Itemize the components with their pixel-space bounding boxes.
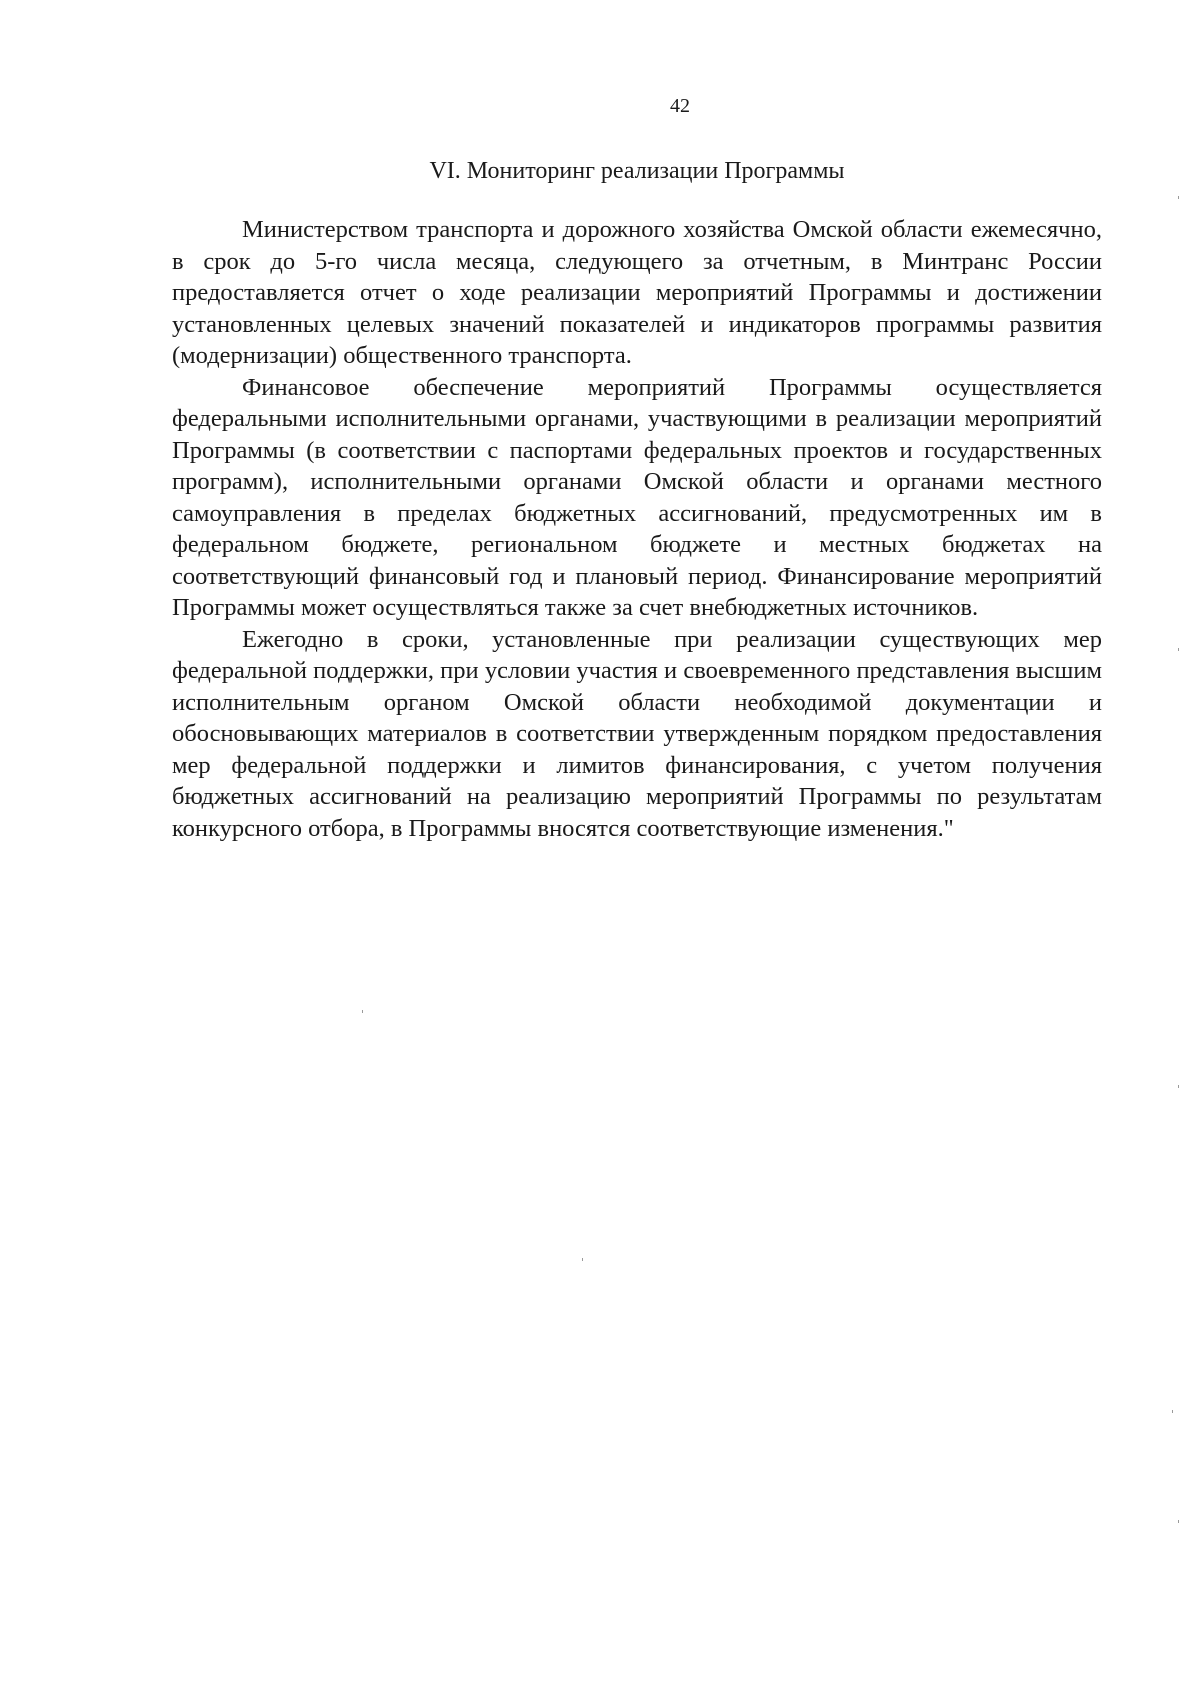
paragraph-financing: Финансовое обеспечение мероприятий Программы осуществляется федеральными исполнительными органами, участвующими в реализации мероприятий Программы (в соответствии с паспортами федеральных проектов и государственных программ), исполнительными органами Омской области и органами местного самоуправления в пределах бюджетных ассигнований, предусмотренных им в федеральном бюджете, региональном бюджете и местных бюджетах на соответствующий финансовый год и плановый период. Финансирование мероприятий Программы может осуществляться также за счет внебюджетных источников. [172,373,1102,621]
scan-artifact [582,1258,583,1261]
scan-artifact [1178,1085,1179,1088]
scan-artifact [1172,1410,1173,1413]
scan-artifact [1178,1520,1179,1523]
section-title: VI. Мониторинг реализации Программы [429,158,845,184]
body-text [172,214,1102,844]
paragraph-monitoring-report: Министерством транспорта и дорожного хозяйства Омской области ежемесячно, в срок до 5-го числа месяца, следующего за отчетным, в Минтранс России предоставляется отчет о ходе реализации мероприятий Программы и достижении установленных целевых значений показателей и индикаторов программы развития (модернизации) общественного транспорта. [172,216,1102,369]
scan-artifact [1178,648,1179,651]
scan-artifact [1178,196,1179,199]
scan-artifact [362,1010,363,1013]
paragraph-annual-changes: Ежегодно в сроки, установленные при реализации существующих мер федеральной поддержки, при условии участия и своевременного представления высшим исполнительным органом Омской области необходимой документации и обосновывающих материалов в соответствии утвержденным порядком предоставления мер федеральной поддержки и лимитов финансирования, с учетом получения бюджетных ассигнований на реализацию мероприятий Программы по результатам конкурсного отбора, в Программы вносятся соответствующие изменения." [172,625,1102,842]
page-number: 42 [670,95,690,117]
